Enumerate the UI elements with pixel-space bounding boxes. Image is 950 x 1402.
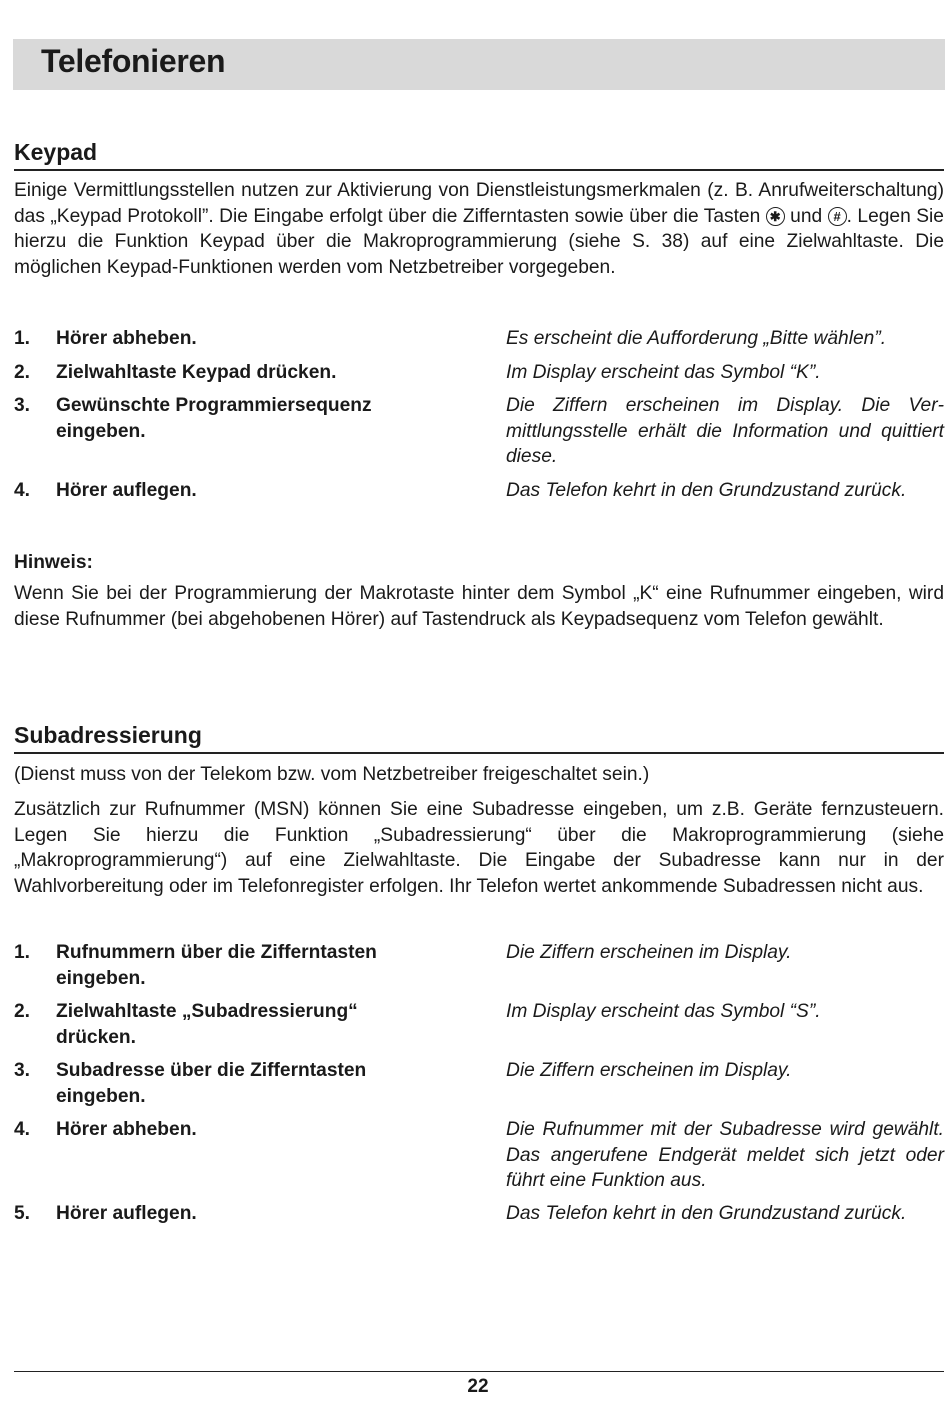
page-number: 22: [467, 1376, 489, 1397]
step-instruction: Zielwahltaste Keypad drücken.: [56, 362, 337, 383]
step-instruction: Zielwahltaste „Subadressierung“ drücken.: [56, 1001, 358, 1048]
section-title-keypad: Keypad: [14, 139, 944, 171]
step-instruction: Hörer auflegen.: [56, 480, 197, 501]
keypad-intro: [14, 178, 944, 280]
step-number: 4.: [14, 480, 31, 501]
step-result: Die Ziffern erscheinen im Display.: [506, 942, 792, 963]
step-instruction: Subadresse über die Zifferntasten eingeben.: [56, 1060, 367, 1107]
keypad-intro-part1: Einige Vermittlungsstellen nutzen zur Aktivierung von Dienstleistungsmerkmalen (z. B. Anrufweiterschaltung) das „Keypad Protokoll”. Die Eingabe erfolgt über die Zifferntasten sowie über die Tasten: [14, 180, 944, 227]
keypad-intro-part2: . Legen Sie hierzu die Funktion Keypad über die Makroprogrammierung (siehe S. 38) auf eine Zielwahltaste. Die möglichen Keypad-Funktionen werden vom Netzbetreiber vorgegeben.: [14, 205, 944, 278]
footer-divider: [14, 1371, 944, 1372]
hint-title: Hinweis:: [14, 552, 93, 573]
step-result: Es erscheint die Aufforderung „Bitte wählen”.: [506, 328, 887, 349]
star-key-icon: ✱: [766, 207, 785, 226]
chapter-title: Telefonieren: [41, 43, 226, 79]
step-instruction: Hörer abheben.: [56, 328, 197, 349]
step-instruction: Gewünschte Programmiersequenz eingeben.: [56, 395, 372, 442]
step-result: Das Telefon kehrt in den Grundzustand zurück.: [506, 1203, 907, 1224]
keypad-intro-und: und: [790, 205, 823, 227]
step-result: Im Display erscheint das Symbol “S”.: [506, 1001, 821, 1022]
step-instruction: Rufnummern über die Zifferntasten eingeben.: [56, 942, 377, 989]
step-number: 1.: [14, 942, 31, 963]
step-number: 3.: [14, 1060, 31, 1081]
step-number: 2.: [14, 362, 31, 383]
step-number: 3.: [14, 395, 31, 416]
step-number: 2.: [14, 1001, 31, 1022]
step-result: Die Ziffern erscheinen im Display.: [506, 1060, 792, 1081]
step-result: Im Display erscheint das Symbol “K”.: [506, 362, 821, 383]
step-number: 5.: [14, 1203, 31, 1224]
chapter-header: [13, 39, 945, 90]
step-result: Die Rufnummer mit der Subadresse wird gewählt. Das angerufene Endgerät meldet sich jetzt oder führt eine Funktion aus.: [506, 1119, 944, 1191]
step-result: Das Telefon kehrt in den Grundzustand zurück.: [506, 480, 907, 501]
step-instruction: Hörer abheben.: [56, 1119, 197, 1140]
section-title-subaddress: Subadressierung: [14, 722, 944, 754]
step-instruction: Hörer auflegen.: [56, 1203, 197, 1224]
subaddress-note: (Dienst muss von der Telekom bzw. vom Netzbetreiber freigeschaltet sein.): [14, 764, 650, 785]
subaddress-intro: Zusätzlich zur Rufnummer (MSN) können Sie eine Subadresse eingeben, um z.B. Geräte fernzusteuern. Legen Sie hierzu die Funktion „Subadressierung“ über die Makroprogrammierung (siehe „Makroprogrammierung“) auf eine Zielwahltaste. Die Eingabe der Subadresse kann nur in der Wahlvorbereitung oder im Telefonregister erfolgen. Ihr Telefon wertet ankommende Subadressen nicht aus.: [14, 799, 944, 897]
step-result: Die Ziffern erscheinen im Display. Die Vermittlungsstelle erhält die Information und quittiert diese.: [506, 395, 944, 467]
step-number: 1.: [14, 328, 31, 349]
hint-text: Wenn Sie bei der Programmierung der Makrotaste hinter dem Symbol „K“ eine Rufnummer eingeben, wird diese Rufnummer (bei abgehobenen Hörer) auf Tastendruck als Keypadsequenz vom Telefon gewählt.: [14, 583, 944, 630]
step-number: 4.: [14, 1119, 31, 1140]
hash-key-icon: #: [828, 207, 847, 226]
